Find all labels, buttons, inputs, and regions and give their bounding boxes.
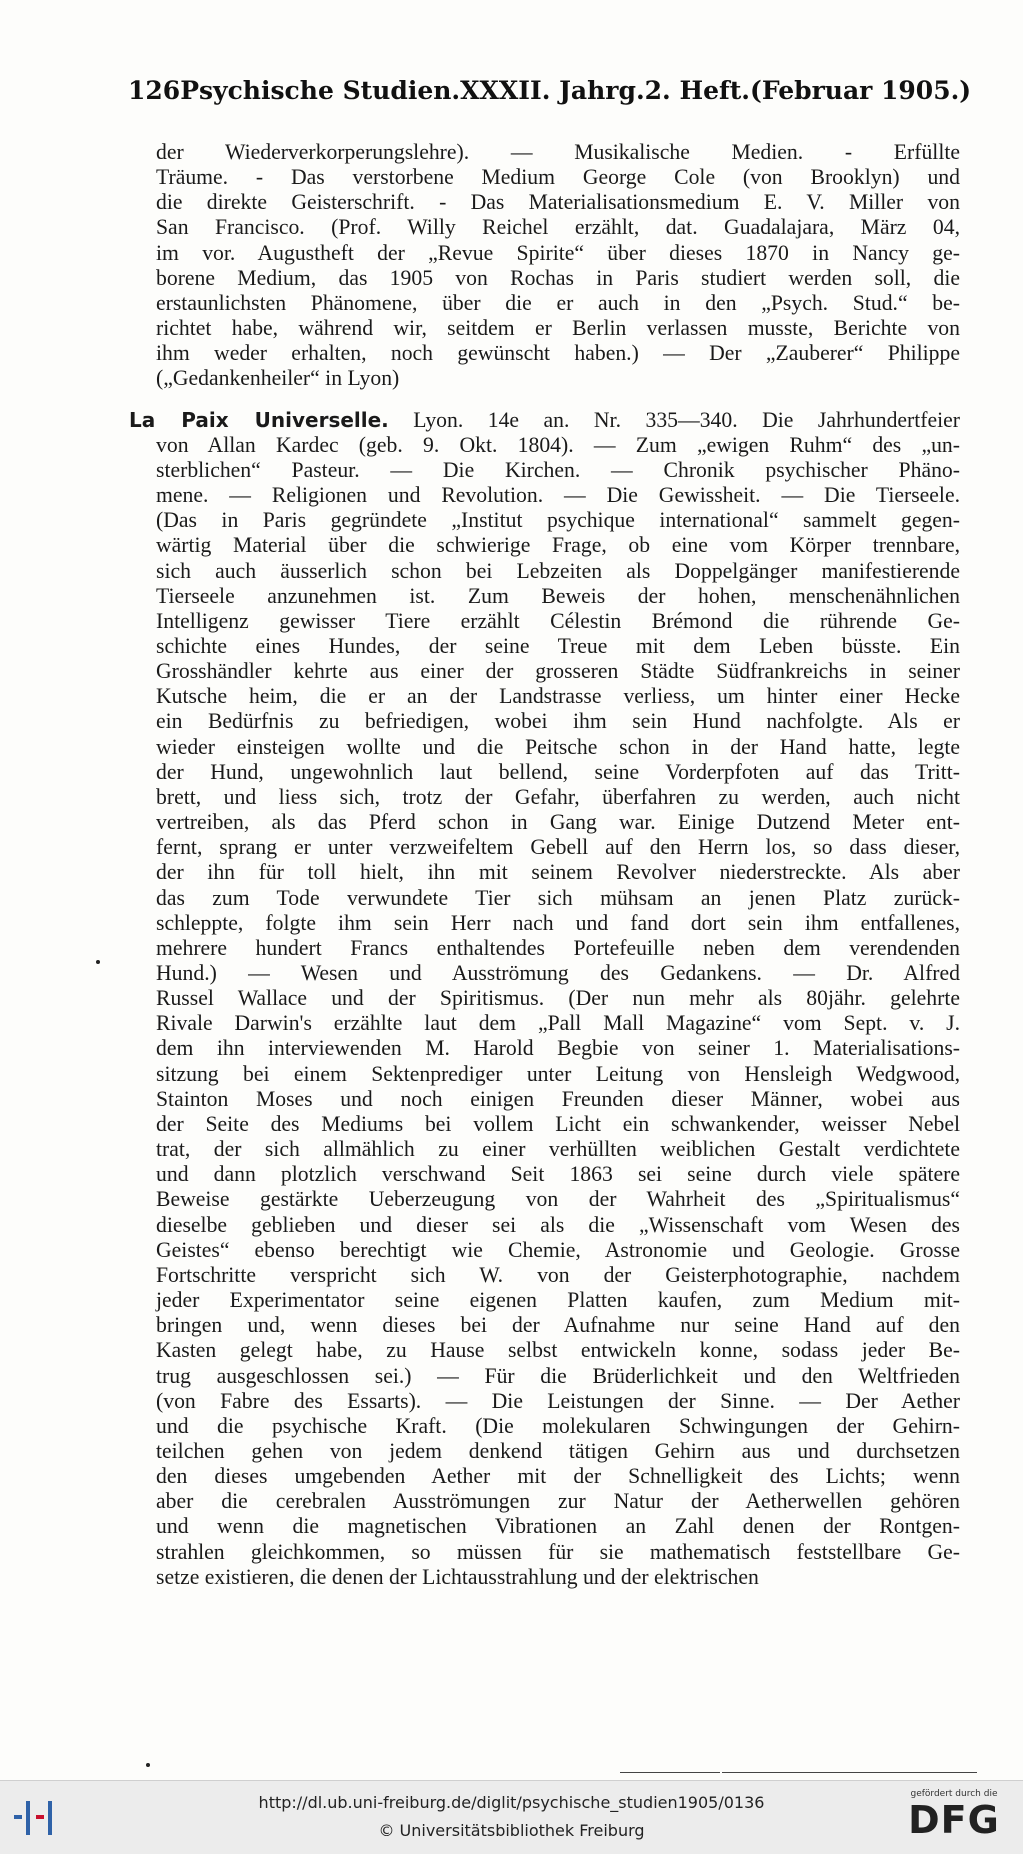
text-line: der ihn für toll hielt, ihn mit seinem Revolver niederstreckte. Als aber	[156, 860, 960, 885]
dfg-caption: gefördert durch die	[910, 1789, 998, 1799]
text-line: dieselbe geblieben und dieser sei als die „Wissenschaft vom Wesen des	[156, 1212, 960, 1237]
text-line: ihm weder erhalten, noch gewünscht haben.) — Der „Zauberer“ Philippe	[156, 341, 960, 366]
text-line: im vor. Augustheft der „Revue Spirite“ über dieses 1870 in Nancy ge-	[156, 240, 960, 265]
entry-lines	[156, 433, 960, 1590]
text-line: mene. — Religionen und Revolution. — Die Gewissheit. — Die Tierseele.	[156, 483, 960, 508]
text-line: der Seite des Mediums bei vollem Licht ein schwankender, weisser Nebel	[156, 1111, 960, 1136]
text-line: mehrere hundert Francs enthaltendes Portefeuille neben dem verendenden	[156, 935, 960, 960]
bottom-rule	[620, 1772, 720, 1773]
text-line: aber die cerebralen Ausströmungen zur Natur der Aetherwellen gehören	[156, 1489, 960, 1514]
text-line: trug ausgeschlossen sei.) — Für die Brüderlichkeit und den Weltfrieden	[156, 1363, 960, 1388]
text-line: bringen und, wenn dieses bei der Aufnahme nur seine Hand auf den	[156, 1313, 960, 1338]
paragraph-gap	[156, 392, 960, 408]
article-body	[129, 140, 961, 1590]
text-line: Fortschritte verspricht sich W. von der Geisterphotographie, nachdem	[156, 1262, 960, 1287]
text-line: Hund.) — Wesen und Ausströmung des Gedankens. — Dr. Alfred	[156, 961, 960, 985]
journal-title: Psychische Studien.	[180, 76, 461, 105]
page-number: 126	[128, 76, 181, 105]
copyright-notice: © Universitätsbibliothek Freiburg	[378, 1821, 645, 1840]
text-line: das zum Tode verwundete Tier sich mühsam an jenen Platz zurück-	[156, 885, 960, 910]
text-line: sitzung bei einem Sektenprediger unter Leitung von Hensleigh Wedgwood,	[156, 1061, 960, 1086]
text-line: Geistes“ ebenso berechtigt wie Chemie, Astronomie und Geologie. Grosse	[156, 1237, 960, 1262]
text-line: von Allan Kardec (geb. 9. Okt. 1804). — Zum „ewigen Ruhm“ des „un-	[156, 432, 960, 457]
text-line: die direkte Geisterschrift. - Das Materialisationsmedium E. V. Miller von	[156, 190, 960, 215]
text-line: Kutsche heim, die er an der Landstrasse verliess, um hinter einer Hecke	[156, 684, 960, 709]
text-line: jeder Experimentator seine eigenen Platten kaufen, zum Medium mit-	[156, 1288, 960, 1313]
text-line: Intelligenz gewisser Tiere erzählt Célestin Brémond die rührende Ge-	[156, 608, 960, 633]
entry-first-line	[129, 408, 960, 433]
paragraph-1	[156, 140, 960, 392]
text-line: dem ihn interviewenden M. Harold Begbie von seiner 1. Materialisations-	[156, 1036, 960, 1061]
text-line: („Gedankenheiler“ in Lyon)	[156, 366, 400, 391]
volume-label: XXXII. Jahrg.	[460, 76, 645, 105]
text-line: sich auch äusserlich schon bei Lebzeiten als Doppelgänger manifestierende	[156, 558, 960, 583]
text-line: fernt, sprang er unter verzweifeltem Gebell auf den Herrn los, so dass dieser,	[156, 835, 960, 860]
text-line: wärtig Material über die schwierige Frage, ob eine vom Körper trennbare,	[156, 533, 960, 558]
text-line: richtet habe, während wir, seitdem er Berlin verlassen musste, Berichte von	[156, 316, 960, 341]
text-line: der Wiederverkorperungslehre). — Musikalische Medien. - Erfüllte	[156, 140, 960, 164]
text-line: brett, und liess sich, trotz der Gefahr, überfahren zu werden, auch nicht	[156, 784, 960, 809]
text-line: und wenn die magnetischen Vibrationen an Zahl denen der Rontgen-	[156, 1514, 960, 1539]
text-line: sterblichen“ Pasteur. — Die Kirchen. — Chronik psychischer Phäno-	[156, 457, 960, 482]
text-line: und die psychische Kraft. (Die molekularen Schwingungen der Gehirn-	[156, 1413, 960, 1438]
text-line: Beweise gestärkte Ueberzeugung von der Wahrheit des „Spiritualismus“	[156, 1187, 960, 1212]
text-line: vertreiben, als das Pferd schon in Gang war. Einige Dutzend Meter ent-	[156, 810, 960, 835]
running-header	[128, 76, 972, 105]
text-line: San Francisco. (Prof. Willy Reichel erzählt, dat. Guadalajara, März 04,	[156, 215, 960, 240]
issue-date: (Februar 1905.)	[750, 76, 972, 105]
issue-label: 2. Heft.	[644, 76, 750, 105]
dfg-logo-text: DFG	[908, 1798, 1000, 1842]
text-line: erstaunlichsten Phänomene, über die er auch in den „Psych. Stud.“ be-	[156, 290, 960, 315]
page-url[interactable]: http://dl.ub.uni-freiburg.de/diglit/psychische_studien1905/0136	[258, 1793, 765, 1812]
text-line: borene Medium, das 1905 von Rochas in Paris studiert werden soll, die	[156, 265, 960, 290]
bottom-rule	[722, 1772, 977, 1773]
entry-heading: La Paix Universelle.	[129, 407, 389, 432]
text-line: wieder einsteigen wollte und die Peitsche schon in der Hand hatte, legte	[156, 734, 960, 759]
scan-speck	[146, 1763, 150, 1767]
viewer-footer	[0, 1780, 1023, 1854]
scan-speck	[96, 960, 100, 964]
entry-first-line-text: Lyon. 14e an. Nr. 335—340. Die Jahrhundertfeier	[413, 407, 961, 432]
text-line: Grosshändler kehrte aus einer der grosseren Städte Südfrankreichs in seiner	[156, 659, 960, 684]
text-line: Träume. - Das verstorbene Medium George Cole (von Brooklyn) und	[156, 165, 960, 190]
text-line: (Das in Paris gegründete „Institut psychique international“ sammelt gegen-	[156, 508, 960, 533]
text-line: Rivale Darwin's erzählte laut dem „Pall Mall Magazine“ vom Sept. v. J.	[156, 1011, 960, 1036]
text-line: schleppte, folgte ihm sein Herr nach und fand dort sein ihm entfallenes,	[156, 910, 960, 935]
text-line: schichte eines Hundes, der seine Treue mit dem Leben büsste. Ein	[156, 633, 960, 658]
text-line: setze existieren, die denen der Lichtausstrahlung und der elektrischen	[156, 1564, 759, 1589]
text-line: Stainton Moses und noch einigen Freunden dieser Männer, wobei aus	[156, 1086, 960, 1111]
text-line: trat, der sich allmählich zu einer verhüllten weiblichen Gestalt verdichtete	[156, 1137, 960, 1162]
dfg-logo	[899, 1789, 1009, 1841]
text-line: (von Fabre des Essarts). — Die Leistungen der Sinne. — Der Aether	[156, 1388, 960, 1413]
text-line: strahlen gleichkommen, so müssen für sie mathematisch feststellbare Ge-	[156, 1539, 960, 1564]
text-line: Russel Wallace und der Spiritismus. (Der nun mehr als 80jähr. gelehrte	[156, 986, 960, 1011]
text-line: Kasten gelegt habe, zu Hause selbst entwickeln konne, sodass jeder Be-	[156, 1338, 960, 1363]
text-line: teilchen gehen von jedem denkend tätigen Gehirn aus und durchsetzen	[156, 1438, 960, 1463]
text-line: ein Bedürfnis zu befriedigen, wobei ihm sein Hund nachfolgte. Als er	[156, 709, 960, 734]
text-line: Tierseele anzunehmen ist. Zum Beweis der hohen, menschenähnlichen	[156, 583, 960, 608]
text-line: und dann plotzlich verschwand Seit 1863 sei seine durch viele spätere	[156, 1162, 960, 1187]
text-line: den dieses umgebenden Aether mit der Schnelligkeit des Lichts; wenn	[156, 1464, 960, 1489]
entry-paix-universelle	[129, 407, 961, 1590]
text-line: der Hund, ungewohnlich laut bellend, seine Vorderpfoten auf das Tritt-	[156, 759, 960, 784]
